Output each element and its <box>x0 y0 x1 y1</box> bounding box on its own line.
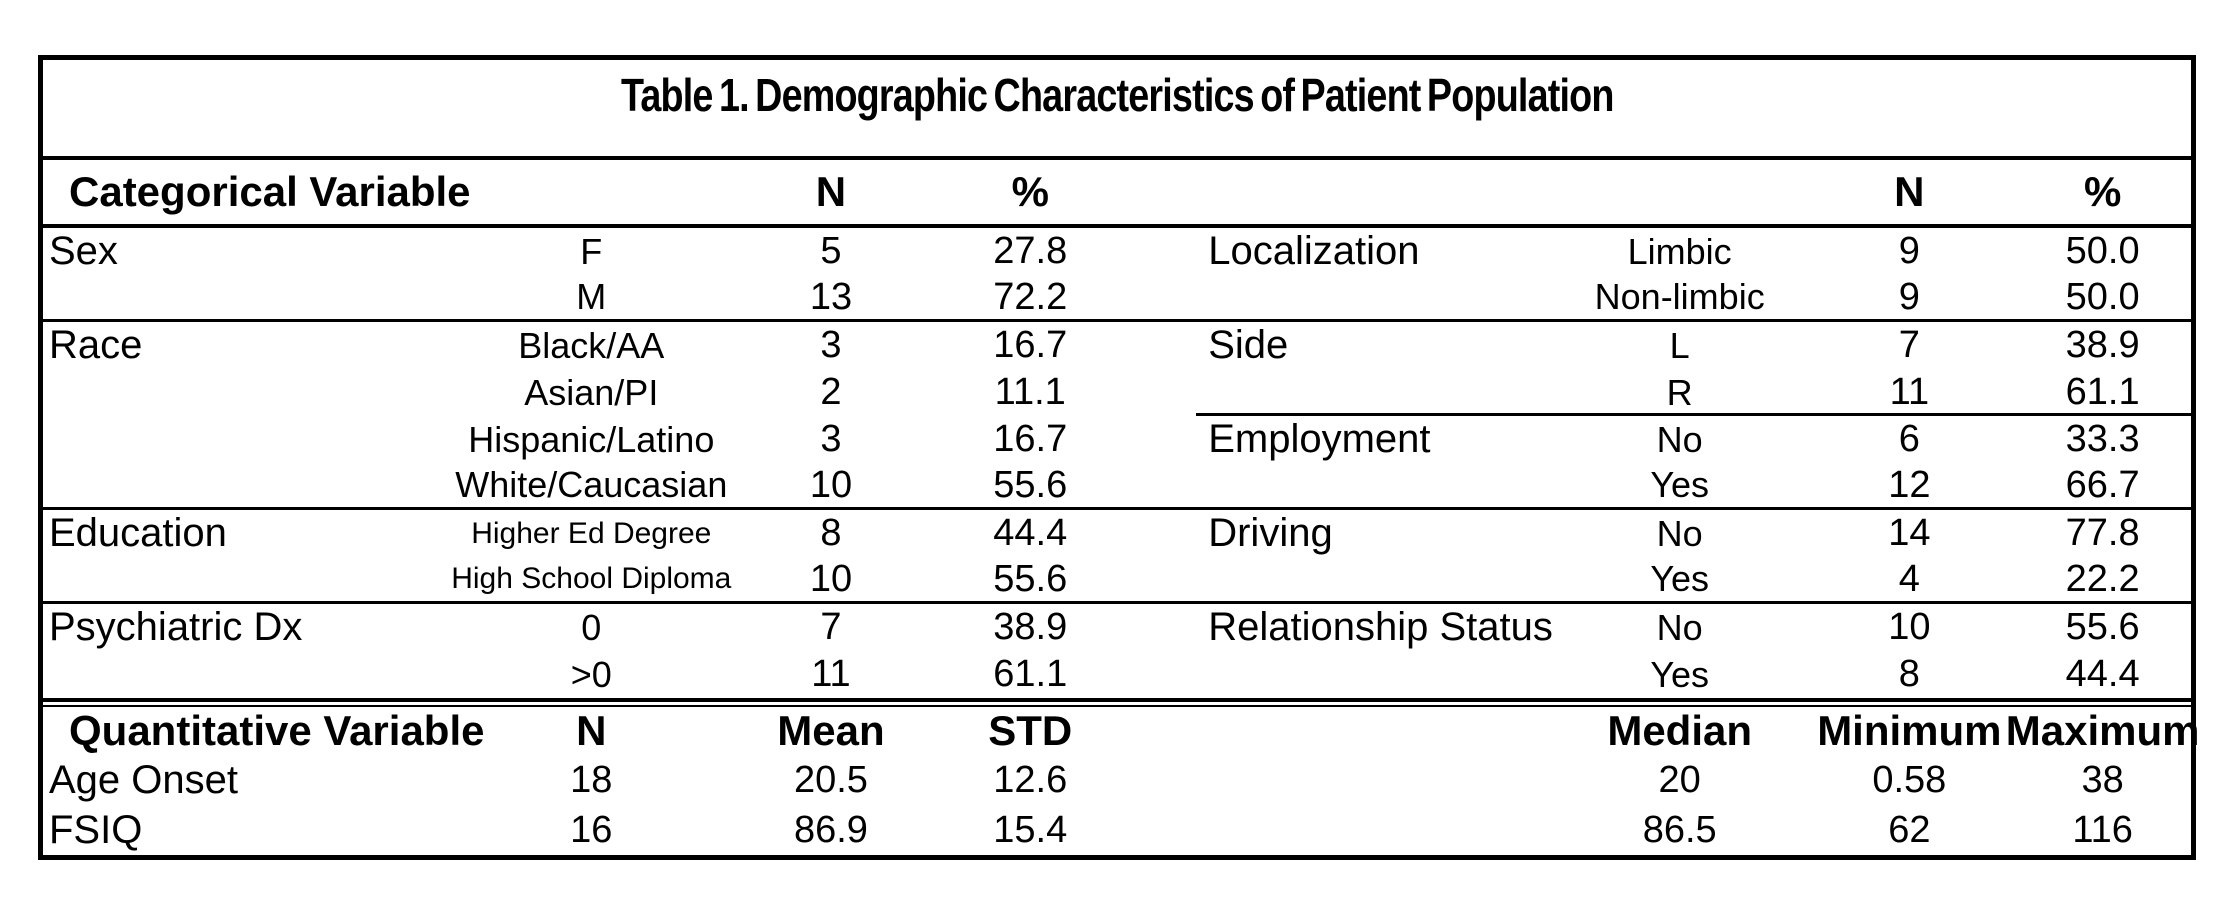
category-label: White/Caucasian <box>455 464 728 505</box>
count-value: 8 <box>1898 653 1920 695</box>
row-left-half <box>43 557 1120 601</box>
percent-value: 55.6 <box>2065 606 2140 648</box>
variable-label: Employment <box>1208 417 1431 461</box>
minimum-header: Minimum <box>1817 707 2002 754</box>
category-label: Yes <box>1650 558 1710 599</box>
n-header-right: N <box>1894 168 1925 215</box>
percent-value: 61.1 <box>993 653 1068 695</box>
percent-header-right: % <box>2083 168 2122 215</box>
variable-label: Psychiatric Dx <box>49 605 303 649</box>
categorical-row <box>43 275 2191 322</box>
count-value: 5 <box>820 230 842 272</box>
quantitative-rows <box>43 755 2191 855</box>
maximum-value: 38 <box>2081 758 2124 801</box>
count-value: 9 <box>1898 230 1920 272</box>
row-left-half <box>43 463 1120 507</box>
header-right-half <box>1120 160 2191 224</box>
median-value: 86.5 <box>1642 808 1717 851</box>
category-label: No <box>1656 418 1703 460</box>
variable-label: Side <box>1208 323 1289 367</box>
category-label: L <box>1669 324 1690 366</box>
header-left-half <box>43 160 1120 224</box>
variable-label: Education <box>49 511 227 555</box>
minimum-value: 62 <box>1888 808 1931 851</box>
median-value: 20 <box>1658 758 1701 801</box>
section-divider-double-line <box>43 698 2191 707</box>
mean-header: Mean <box>777 707 885 754</box>
category-label: No <box>1656 606 1703 648</box>
categorical-row <box>43 651 2191 698</box>
percent-value: 44.4 <box>993 512 1068 554</box>
count-value: 2 <box>820 371 842 413</box>
count-value: 13 <box>809 275 853 318</box>
row-right-half <box>1120 510 2191 557</box>
count-value: 11 <box>811 653 851 695</box>
category-label: Yes <box>1650 464 1710 505</box>
category-label: Higher Ed Degree <box>471 516 712 550</box>
empty-cell <box>1120 707 1555 755</box>
row-left-half <box>43 369 1120 416</box>
categorical-header-row <box>43 160 2191 228</box>
percent-value: 72.2 <box>993 275 1068 318</box>
count-value: 9 <box>1898 275 1920 318</box>
percent-value: 16.7 <box>993 324 1068 366</box>
categorical-row <box>43 604 2191 651</box>
variable-label <box>43 651 461 698</box>
row-right-half <box>1120 755 2191 805</box>
variable-label <box>1120 275 1555 319</box>
row-right-half <box>1120 557 2191 601</box>
row-left-half <box>43 805 1120 855</box>
category-label: Non-limbic <box>1594 276 1765 317</box>
percent-value: 50.0 <box>2065 275 2140 318</box>
percent-value: 77.8 <box>2065 512 2140 554</box>
percent-header-left: % <box>1011 168 1049 215</box>
count-value: 10 <box>1888 606 1931 648</box>
empty-cell <box>461 160 722 224</box>
category-label: Hispanic/Latino <box>468 418 715 460</box>
percent-value: 55.6 <box>993 557 1068 600</box>
percent-value: 61.1 <box>2065 371 2140 413</box>
percent-value: 44.4 <box>2065 653 2140 695</box>
row-left-half <box>43 275 1120 319</box>
minimum-value: 0.58 <box>1872 758 1947 801</box>
percent-value: 38.9 <box>993 606 1068 648</box>
percent-value: 22.2 <box>2065 557 2140 600</box>
count-value: 6 <box>1898 418 1920 460</box>
variable-label: Sex <box>49 229 118 273</box>
categorical-row <box>43 322 2191 369</box>
category-label: Limbic <box>1627 230 1732 272</box>
header-left-half <box>43 707 1120 755</box>
variable-label: Relationship Status <box>1208 605 1553 649</box>
category-label: Asian/PI <box>524 371 659 413</box>
percent-value: 16.7 <box>993 418 1068 460</box>
count-value: 3 <box>820 324 842 366</box>
count-value: 10 <box>809 557 853 600</box>
row-right-half <box>1120 651 2191 698</box>
percent-value: 55.6 <box>993 463 1068 506</box>
categorical-row <box>43 228 2191 275</box>
row-right-half <box>1120 369 2191 416</box>
category-label: 0 <box>581 606 602 648</box>
variable-label: Race <box>49 323 143 367</box>
variable-label <box>43 463 461 507</box>
count-value: 11 <box>1889 371 1930 413</box>
mean-value: 86.9 <box>793 808 868 851</box>
variable-label <box>1120 651 1555 698</box>
n-value: 16 <box>570 808 613 851</box>
header-right-half <box>1120 707 2200 755</box>
row-right-half <box>1120 228 2191 275</box>
categorical-row <box>43 369 2191 416</box>
n-header: N <box>576 707 607 754</box>
n-header-left: N <box>815 168 847 215</box>
category-label: >0 <box>570 653 612 695</box>
count-value: 8 <box>820 512 842 554</box>
count-value: 3 <box>820 418 842 460</box>
row-left-half <box>43 322 1120 369</box>
variable-label <box>43 557 461 601</box>
table-title-row <box>43 60 2191 160</box>
count-value: 12 <box>1888 463 1931 506</box>
variable-label: Driving <box>1208 511 1333 555</box>
quantitative-variable-header: Quantitative Variable <box>69 707 485 754</box>
row-left-half <box>43 416 1120 463</box>
row-right-half <box>1120 416 2191 463</box>
row-right-half <box>1120 805 2191 855</box>
row-right-half <box>1120 322 2191 369</box>
variable-label <box>1120 557 1555 601</box>
count-value: 14 <box>1888 512 1931 554</box>
categorical-variable-header: Categorical Variable <box>69 168 471 215</box>
empty-cell <box>1120 160 1555 224</box>
maximum-header: Maximum <box>2005 707 2200 754</box>
categorical-row <box>43 416 2191 463</box>
row-left-half <box>43 755 1120 805</box>
category-label: F <box>580 230 603 272</box>
demographics-table <box>38 55 2200 860</box>
mean-value: 20.5 <box>793 758 868 801</box>
category-label: R <box>1666 371 1693 413</box>
row-right-half <box>1120 275 2191 319</box>
empty-cell <box>1120 805 1555 855</box>
n-value: 18 <box>570 758 613 801</box>
percent-value: 33.3 <box>2065 418 2140 460</box>
percent-value: 11.1 <box>994 371 1066 413</box>
count-value: 10 <box>809 463 853 506</box>
categorical-rows <box>43 228 2191 698</box>
std-value: 12.6 <box>993 758 1068 801</box>
quantitative-header-row <box>43 707 2200 755</box>
percent-value: 50.0 <box>2065 230 2140 272</box>
percent-value: 66.7 <box>2065 463 2140 506</box>
std-value: 15.4 <box>993 808 1068 851</box>
category-label: Black/AA <box>518 324 665 366</box>
row-right-half <box>1120 463 2191 507</box>
category-label: Yes <box>1650 653 1710 695</box>
variable-label <box>43 275 461 319</box>
maximum-value: 116 <box>2072 808 2133 851</box>
empty-cell <box>1120 755 1555 805</box>
median-header: Median <box>1607 707 1753 754</box>
category-label: M <box>576 276 607 317</box>
empty-cell <box>1555 160 1804 224</box>
categorical-row <box>43 463 2191 510</box>
count-value: 4 <box>1898 557 1920 600</box>
percent-value: 27.8 <box>993 230 1068 272</box>
categorical-row <box>43 557 2191 604</box>
row-right-half <box>1120 604 2191 651</box>
variable-label: Age Onset <box>49 757 239 802</box>
percent-value: 38.9 <box>2065 324 2140 366</box>
variable-label <box>43 369 461 416</box>
variable-label <box>43 416 461 463</box>
variable-label <box>1120 369 1555 416</box>
table-title: Table 1. Demographic Characteristics of Patient Population <box>620 69 1614 121</box>
row-left-half <box>43 510 1120 557</box>
count-value: 7 <box>820 606 842 648</box>
category-label: High School Diploma <box>451 562 732 595</box>
count-value: 7 <box>1898 324 1920 366</box>
quantitative-row <box>43 755 2191 805</box>
variable-label: FSIQ <box>49 807 143 852</box>
quantitative-row <box>43 805 2191 855</box>
row-left-half <box>43 228 1120 275</box>
variable-label <box>1120 463 1555 507</box>
row-left-half <box>43 604 1120 651</box>
std-header: STD <box>988 707 1073 754</box>
row-left-half <box>43 651 1120 698</box>
category-label: No <box>1656 512 1703 554</box>
categorical-row <box>43 510 2191 557</box>
variable-label: Localization <box>1208 229 1420 273</box>
